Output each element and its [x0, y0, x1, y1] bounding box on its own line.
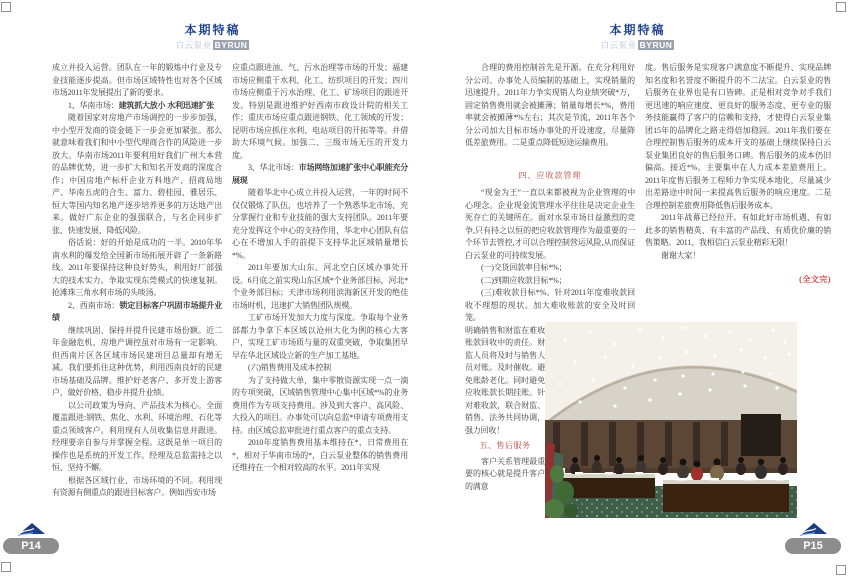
feature-title: 本期特稿 — [609, 23, 666, 37]
conference-photo — [545, 322, 797, 518]
paragraph: 谢谢大家！ — [661, 250, 700, 260]
selection-handle-bottom-right[interactable] — [836, 565, 846, 575]
market-section-heading: 1、华南市场：建筑抓大放小 水利迅速扩张 — [68, 100, 215, 110]
text-wrap-beside-photo — [465, 325, 545, 494]
page-number-badge: P14 — [3, 538, 59, 554]
feature-title: 本期特稿 — [184, 23, 241, 37]
paragraph: 根据各区域行业、市场环境的不同。利用现有资源有侧重点的跟进目标客户。例如西安市场 — [52, 475, 222, 497]
brand-line — [425, 39, 850, 51]
paragraph: “现金为王”一直以来都被视为企业管理的中心理念。企业现金流管理水平往往是决定企业生死存亡的关键所在。面对水泵市场日益激烈的竞争,只有持之以恒的把应收款管理作为最重要的一个环节去管控,才可以合理控制营运风险,从而保证白云泵业的可持续发展。 — [465, 188, 635, 260]
paragraph: 度。售后服务是实现客户满意度不断提升、实现品牌知名度和名誉度不断提升的不二法宝。白云泵业的售后服务在业界也是有口皆碑。正是相对竞争对手我们更迅速的响应速度、更良好的服务态度、更专业的服务技能赢得了客户的信赖和支持，才使得白云泵业集团15年的品牌化之路走得倍加稳固。2011年我们要在合理控制售后服务的成本开支的基础上继续保持白云泵业集团良好的售后服务口碑。售后服务的成本仍旧偏高。接近*%。主要集中在人力成本差旅费用上。2011年度售后服务工程师力争实现本地化，尽量减少出差路途中时间一来提高售后服务的响应速度。二是合理控制差旅费用降低售后服务成本。 — [645, 63, 831, 210]
paragraph: 以公司政策为导向、产品技术为核心。全面覆盖跟进:钢铁、焦化、水利、环境治理、石化等重点领域客户。利用现有人员收集信息并跟进。经理要亲自参与并掌握全程。这既是单一项目的操作也是系统的开发工作。经理及总监需持之以恒、坚持不懈。 — [52, 400, 222, 472]
page-15 — [425, 0, 850, 583]
byrun-logo-icon — [798, 522, 828, 537]
paragraph: 随着国家对房地产市场调控的一步步加强，中小型开发商的资金链下一步会更加紧张。那么就意味着我们和中小型代理商合作的风险进一步放大。华南市场2011年要利用好我们广州大本营的品牌优势，进一步扩大和知名开发商的深度合作；中国房地产标杆企业万科地产、招商局地产、华南五虎的合生、富力、碧桂园、雅居乐、恒大等国内知名地产逐步培养更多的万达地产出来。做好广东企业的强强联合，与名企同步扩张、快速发展、降低风险。 — [52, 113, 222, 235]
paragraph: 合理的费用控制首先是开源。在充分利用好分公司、办事处人员编制的基础上，实现销量的迅速提升。2011年力争实现销人均业绩突破*万，固定销售费用就会被摊薄；销量每增长*%，费用率就会被摊薄*%左右；其次是节流，2011年各个分公司加大目标市场办事处的开设速度，尽量降低差旅费用。二是重点降低短途运输费用。 — [465, 63, 635, 147]
end-of-article-mark: (全文完) — [799, 275, 831, 284]
paragraph: 为了支持做大单，集中零散资源实现一点一滴的专项突破，区域销售管理中心集中区域*%的业务费用作为专项支持费用。涉及到大客户、高风险、大投入的项目。办事处可以向总监*申请专项费用支持。由区域总监审批进行重点客户的重点支持。 — [232, 375, 408, 435]
brand-name-en: BYRUN — [639, 40, 673, 50]
paragraph: 俗话说：好的开始是成功的一半。2010年华南水利的爆发给全国新市场拓展开辟了一条新路线。2011年要保持这种良好势头，利用好厂部强大的技术实力。争取实现东莞模式的快速复制。抢滩珠三角水利市场的头啖汤。 — [52, 238, 222, 297]
page-number-badge: P15 — [785, 538, 841, 554]
brand-name-en: BYRUN — [214, 40, 248, 50]
paragraph: 应重点跟进油、气、污水治理等市场的开发；福建市场应侧重于水利、化工、纺织项目的开发；四川市场应侧重于污水治理、化工、矿场项目的跟进开发。特别是跟进维护好西南市政设计院的相关工作；重庆市场应重点跟进钢铁、化工领域的开发；昆明市场应抓住水利、电站项目的开拓等等。并借助大环境气候。加强二、三级市场无压的开发力度。 — [232, 63, 408, 160]
section-heading: 五、售后服务 — [479, 441, 531, 450]
market-section-heading: 2、西南市场：锁定目标客户巩固市场提升业绩 — [52, 300, 222, 322]
page-footer — [785, 522, 841, 554]
paragraph: (三)难收款目标*%。针对2011年度难收款回收不理想的现状。加大难收账款的安全及时回笼。 — [465, 288, 635, 322]
text-column-right — [232, 62, 408, 475]
text-column-right — [645, 62, 831, 287]
paragraph: 成立并投入运营。团队在一年的锻炼中行业及专业技能逐步提高。但市场区域特性也对各个区域市场2011年发展提出了新的要求。 — [52, 63, 222, 97]
brand-name-cn: 白云泵业 — [600, 40, 637, 50]
page-footer — [3, 522, 59, 554]
page-header — [0, 21, 425, 51]
brand-name-cn: 白云泵业 — [175, 40, 212, 50]
paragraph: 继续巩固、保持并提升民建市场份额。近二年金融危机、房地产调控虽对市场有一定影响。但西南片区各区域市场民建项目总量却有增无减。我们要抓住这种优势，利用西南良好的民建市场基础及品牌。维护好老客户、多开发上游客户，做好价格、稳步并提升业绩。 — [52, 325, 222, 397]
paragraph: (六)销售费用及成本控制 — [248, 363, 331, 372]
paragraph: 客户关系管理最重要的核心就是提升客户的满意 — [465, 456, 545, 491]
selection-handle-top-left[interactable] — [1, 2, 11, 12]
paragraph: (二)到期应收款目标*%； — [481, 275, 567, 285]
paragraph: 2011年要加大山东、河北空白区域办事处开设。6月底之前实现山东区域*个业务部目标，河北*个业务部目标；天津市场利用滨海新区开发的绝佳市场时机，迅速扩大销售团队规模。 — [232, 263, 408, 310]
market-section-heading: 3、华北市场：市场网络加速扩张中心职能充分展现 — [232, 163, 408, 185]
text-column-left-top — [465, 62, 635, 325]
selection-handle-bottom-left[interactable] — [1, 562, 11, 572]
paragraph: (一)交货回款率目标*%； — [481, 263, 567, 272]
paragraph: 2011年战幕已经拉开。有如此好市场机遇、有如此多的销售精英、有丰富的产品线、有质优价廉的销售策略。2011、我相信白云泵业精彩无限！ — [645, 213, 831, 247]
text-column-left — [52, 62, 222, 500]
brand-line — [0, 39, 425, 51]
byrun-logo-icon — [16, 522, 46, 537]
paragraph: 随着华北中心成立并投入运营，一年的时间不仅仅锻炼了队伍，也培养了一个熟悉华北市场、充分掌握行业和专业技能的强大支持团队。2011年要充分发挥这个中心的支持作用，华北中心团队有信心在不增加人手的前提下支持华北区域销量增长*%。 — [232, 188, 408, 260]
paragraph: 2010年度销售费用基本维持在*，日常费用在*，相对于华南市场的*，白云泵业整体的销售费用还维持在一个相对较高的水平。2011年实现 — [232, 438, 408, 472]
section-heading: 四、应收款管理 — [518, 170, 582, 180]
selection-handle-top-right[interactable] — [836, 2, 846, 12]
page-header — [425, 21, 850, 51]
paragraph: 明确销售和财监在难收账款回收中的责任。财监人员将及时与销售人员对账。及时催收。避免账龄老化。同时避免应收账款长期挂账。针对难收款，联合财监、销售、法务共同协调，强力回收！ — [465, 325, 545, 435]
paragraph: 工矿市场开发加大力度与深度。争取每个业务部都力争拿下本区域以沧州大化为例的核心大客户，实现工矿市场质与量的双重突破，争取集团早早在华北区域设立新的生产加工基地。 — [232, 313, 408, 360]
